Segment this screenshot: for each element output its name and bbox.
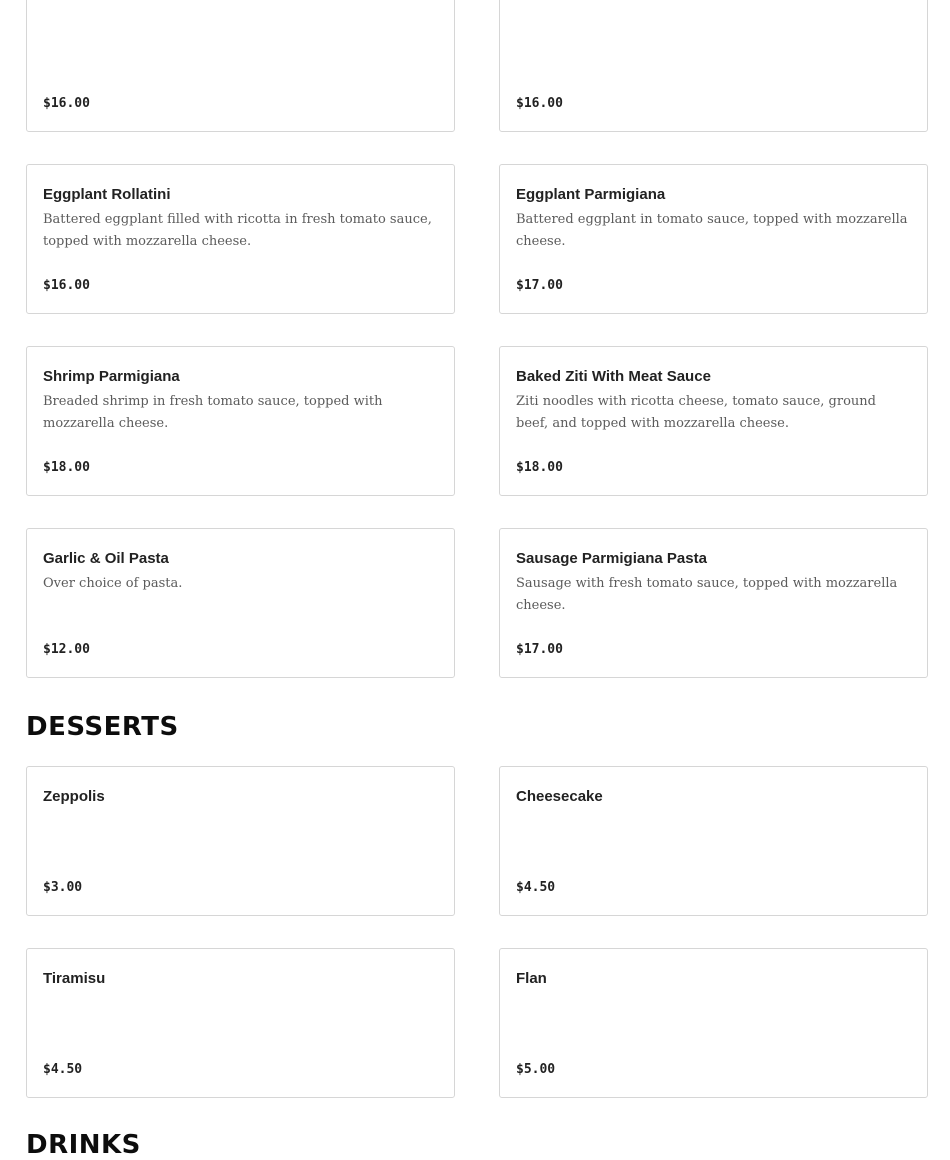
item-description: Over choice of pasta. [43,576,183,591]
desserts-heading: DESSERTS [26,712,179,742]
item-price: $17.00 [516,278,563,293]
item-price: $4.50 [516,880,556,895]
menu-item-card[interactable] [499,528,928,678]
item-description: Sausage with fresh tomato sauce, topped with mozzarella cheese. [516,576,898,613]
drinks-heading: DRINKS [26,1130,141,1160]
menu-item-card[interactable] [499,766,928,916]
menu-page [26,0,928,1160]
menu-item-card[interactable] [26,528,455,678]
item-name: Shrimp Parmigiana [43,368,180,385]
item-price: $16.00 [43,278,90,293]
item-price: $3.00 [43,880,83,895]
item-description: Ziti noodles with ricotta cheese, tomato sauce, ground beef, and topped with mozzarella cheese. [516,394,876,431]
item-name: Flan [516,970,547,987]
item-price: $5.00 [516,1062,556,1077]
item-price: $16.00 [516,96,563,111]
menu-item-card[interactable] [499,948,928,1098]
menu-item-card[interactable] [26,0,455,132]
item-name: Baked Ziti With Meat Sauce [516,368,711,385]
item-description: Breaded shrimp in fresh tomato sauce, topped with mozzarella cheese. [43,394,383,431]
item-price: $4.50 [43,1062,83,1077]
item-price: $12.00 [43,642,90,657]
menu-item-card[interactable] [499,0,928,132]
item-description: Battered eggplant filled with ricotta in fresh tomato sauce, topped with mozzarella cheese. [43,212,432,249]
item-name: Eggplant Rollatini [43,186,171,203]
item-name: Zeppolis [43,788,105,805]
item-price: $18.00 [43,460,90,475]
item-name: Eggplant Parmigiana [516,186,666,203]
item-name: Cheesecake [516,788,603,805]
item-name: Sausage Parmigiana Pasta [516,550,707,567]
desserts-grid [26,766,928,1098]
pasta-items-grid [26,0,928,678]
menu-item-card[interactable] [26,164,455,314]
item-price: $16.00 [43,96,90,111]
menu-item-card[interactable] [26,346,455,496]
item-name: Garlic & Oil Pasta [43,550,169,567]
menu-item-card[interactable] [26,766,455,916]
menu-item-card[interactable] [499,346,928,496]
item-price: $17.00 [516,642,563,657]
item-price: $18.00 [516,460,563,475]
item-description: Battered eggplant in tomato sauce, topped with mozzarella cheese. [516,212,908,249]
menu-item-card[interactable] [499,164,928,314]
menu-item-card[interactable] [26,948,455,1098]
item-name: Tiramisu [43,970,106,987]
